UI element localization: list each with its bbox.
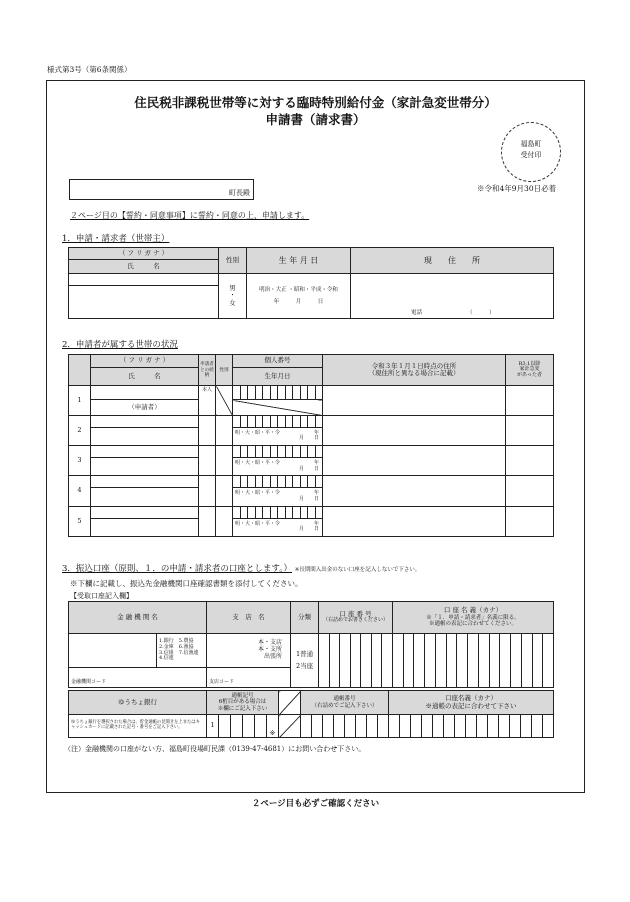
s2-row-number: 5 [69,506,91,536]
s1-male: 男 [229,283,236,292]
s1-dot: ・ [229,291,236,300]
contact-note: （注）金融機関の口座がない方、福島町役場町民課（0139-47-4681）にお問い合わせ下さい。 [64,745,366,753]
account-number-header [319,602,393,634]
s2-furigana-input[interactable] [91,476,199,488]
s2-address-line1: 令和３年１月１日時点の住所 [371,361,457,370]
s2-mynumber-cell[interactable] [233,506,323,518]
account-number-label: 口 座 番 号 [339,609,372,618]
s2-relation-cell[interactable] [199,445,216,475]
s2-address-header [323,355,506,386]
kigo-label: 通帳記号 [231,693,254,700]
addressee-suffix: 町長殿 [229,188,250,197]
section3-heading-line [62,565,420,575]
kigo-first-digit: 1 [210,721,215,730]
holder-note1: ※「１．申請・請求者」名義に限る。 [426,614,520,621]
s1-name-input[interactable] [69,286,219,319]
s2-year: 年 [313,429,319,436]
kigo-input[interactable] [207,715,279,738]
s1-furigana-input[interactable] [69,274,219,286]
s2-row-number: 3 [69,445,91,475]
branch-name-cell[interactable] [207,634,291,668]
s2-birth-cell[interactable] [233,427,323,445]
s2-furigana-header: （ フ リ ガ ナ ） [91,355,199,368]
s2-mynumber-cell[interactable] [233,445,323,457]
intro-text: ２ページ目の【誓約・同意事項】に誓約・同意の上、申請します。 [70,211,310,220]
s2-day: 日 [313,465,319,472]
kigo-note2: ※欄にご記入下さい [217,705,268,712]
s2-change-cell[interactable] [506,506,554,536]
branch-code-label: 支店コード [209,679,235,685]
s2-address-cell[interactable] [323,445,506,475]
s2-eras: 明・大・昭・平・令 [235,490,281,497]
s1-birth-cell[interactable] [247,274,351,319]
section3-heading-note: （原則、１．の申請・請求者の口座とします。） [109,564,292,574]
section2-heading: 2．申請者が属する世帯の状況 [62,340,178,350]
s1-ymd: 年 月 日 [273,299,324,305]
bank-name-input[interactable] [69,634,157,668]
s2-relation-cell[interactable] [199,506,216,536]
s2-change-line1: R3.1以降 [518,360,541,367]
type-cell[interactable] [291,634,319,688]
form-label: 【受取口座記入欄】 [70,592,133,600]
page-title: 住民税非課税世帯等に対する臨時特別給付金（家計急変世帯分） [134,95,497,110]
branch-type-2: 本・支所 [258,646,283,654]
s2-gender-cell[interactable] [216,445,233,475]
s2-mynumber-header: 個人番号 [233,355,323,368]
s2-no-header [69,355,91,386]
bank-name-header: 金 融 機 関 名 [69,602,207,634]
yucho-header: ゆうちょ銀行 [69,691,207,715]
deadline-note: ※令和4年9月30日必着 [477,184,557,193]
s2-gender-cell[interactable] [216,476,233,506]
s2-relation-cell[interactable] [199,476,216,506]
yucho-table [68,690,554,737]
s2-name-input[interactable] [91,427,199,445]
attach-note: ※下欄に記載し、振込先金融機関口座確認書類を添付してください。 [70,579,303,588]
s2-address-line2: （現住所と異なる場合に記載） [368,369,460,378]
s2-relation-cell[interactable] [199,415,216,445]
s2-day: 日 [313,435,319,442]
bank-type-cell[interactable] [157,634,207,668]
s2-row-number: 4 [69,476,91,506]
bank-table [68,601,554,685]
s2-mynumber-cell[interactable] [233,386,323,400]
bank-code-cell[interactable] [69,668,207,688]
s2-eras: 明・大・昭・平・令 [235,520,281,527]
s2-change-header [506,355,554,386]
s2-birth-cell[interactable] [233,488,323,506]
s2-month: 月 [298,495,304,502]
section3-heading: 3．振込口座 [62,564,110,574]
yucho-holder-input[interactable] [389,715,554,738]
branch-type-1: 本・支店 [258,639,283,647]
holder-cell[interactable] [393,634,554,688]
s2-year: 年 [313,459,319,466]
s2-furigana-input[interactable] [91,506,199,518]
kigo-header [207,691,279,715]
s2-month: 月 [298,435,304,442]
s2-name-input[interactable] [91,458,199,476]
s2-change-cell[interactable] [506,476,554,506]
bank-type-4: 4.信連 [159,655,174,662]
s2-furigana-input[interactable] [91,445,199,457]
s2-eras: 明・大・昭・平・令 [235,459,281,466]
type-futsu: 1普通 [295,650,314,659]
s2-birth-cell[interactable] [233,458,323,476]
yucho-holder-note: ※通帳の表記に合わせて下さい [425,701,517,710]
s2-mynumber-cell[interactable] [233,476,323,488]
yucho-note: ゆうちょ銀行を選択された場合は、貯金通帳の見開き左上またはキャッシュカードに記載された記号・番号をご記入下さい。 [69,715,207,738]
form-number: 様式第3号（第6条関係） [47,65,132,74]
s2-eras: 明・大・昭・平・令 [235,429,281,436]
s2-self-label: 本人 [199,386,216,415]
s2-address-cell[interactable] [323,386,506,415]
addressee-box[interactable] [69,179,254,200]
section3-small-note: ※長期間入出金のない口座を記入しないで下さい。 [294,567,421,573]
section1-heading: 1．申請・請求者（世帯主） [62,234,170,244]
account-number-cell[interactable] [319,634,393,688]
s1-gender-cell[interactable] [219,274,247,319]
bango-note: （右詰めでご記入下さい） [311,702,378,709]
type-toza: 2当座 [295,661,314,670]
footer-note: ２ページ目も必ずご確認ください [251,799,380,809]
bango-label: 通帳番号 [333,696,356,703]
s1-furigana-header: （ フ リ ガ ナ ） [69,248,219,260]
s2-gender-cell[interactable] [216,415,233,445]
yucho-holder-header [389,691,554,715]
s2-day: 日 [313,495,319,502]
s2-change-cell[interactable] [506,445,554,475]
s2-name-input[interactable] [91,518,199,536]
branch-code-cell[interactable] [207,668,291,688]
s1-eras: 明治・大正 ・昭和・平成・令和 [259,286,338,293]
s2-gender-header: 性別 [216,355,233,386]
s2-birth-header: 生年月日 [233,368,323,386]
s1-address-cell[interactable] [351,274,554,319]
s2-year: 年 [313,490,319,497]
s2-change-cell[interactable] [506,415,554,445]
applicant-table [68,247,554,318]
s2-furigana-input[interactable] [91,415,199,427]
s2-row-number: 2 [69,415,91,445]
account-number-note: （右詰めでお書きください） [323,617,389,624]
kigo-kome: ※ [266,715,278,737]
s2-year: 年 [313,520,319,527]
s2-name-input[interactable] [91,488,199,506]
s2-name-header: 氏 名 [91,368,199,386]
holder-label: 口 座 名 義（カナ） [443,606,503,615]
s2-applicant-label: （申請者） [91,400,199,415]
s2-birth-cell[interactable] [233,518,323,536]
kigo-note1: 6桁目がある場合は [218,699,267,706]
yucho-slash-cell-2 [279,715,301,738]
s2-mynumber-cell[interactable] [233,415,323,427]
branch-name-header: 支 店 名 [207,602,291,634]
s2-month: 月 [298,526,304,533]
stamp-line1: 福島町 [520,140,542,148]
stamp-line2: 受付印 [520,151,542,160]
s2-relation-header: 申請者との続柄 [199,355,216,386]
reception-stamp [501,122,561,182]
bank-type-3: 3.信組 7.信漁連 [159,649,199,656]
s1-gender-header: 性別 [219,248,247,274]
s2-address-cell[interactable] [323,415,506,445]
s2-furigana-input[interactable] [91,386,199,400]
s1-female: 女 [229,298,236,307]
s1-birth-header: 生 年 月 日 [247,248,351,274]
s2-address-cell[interactable] [323,506,506,536]
holder-note2: ※通帳の表記に合わせてください。 [429,621,518,628]
s2-address-cell[interactable] [323,476,506,506]
bank-type-2: 2.金庫 6.漁協 [159,643,194,650]
type-header: 分類 [291,602,319,634]
bango-input[interactable] [301,715,389,738]
s2-row-number: 1 [69,386,91,415]
bank-code-label: 金融機関コード [71,679,107,685]
s1-name-header: 氏 名 [69,260,219,274]
s2-gender-cell [216,386,233,415]
s2-change-cell[interactable] [506,386,554,415]
s2-day: 日 [313,526,319,533]
holder-header [393,602,554,634]
s1-phone-paren: （ ） [467,310,495,316]
branch-type-3: 出張所 [264,652,283,660]
household-table [68,354,554,537]
yucho-slash-cell [279,691,301,715]
s2-change-line2: 家計急変 [519,366,540,373]
s1-address-header: 現 住 所 [351,248,554,274]
s2-gender-cell[interactable] [216,506,233,536]
yucho-holder-label: 口座名義（カナ） [445,694,497,703]
bango-header [301,691,389,715]
bank-type-1: 1.銀行 5.農協 [159,638,194,644]
s1-phone-label: 電話 [411,310,423,316]
s2-change-line3: があった者 [517,372,542,379]
page-subtitle: 申請書（請求書） [265,112,366,127]
s2-birth-cell [233,400,323,415]
s2-month: 月 [298,465,304,472]
